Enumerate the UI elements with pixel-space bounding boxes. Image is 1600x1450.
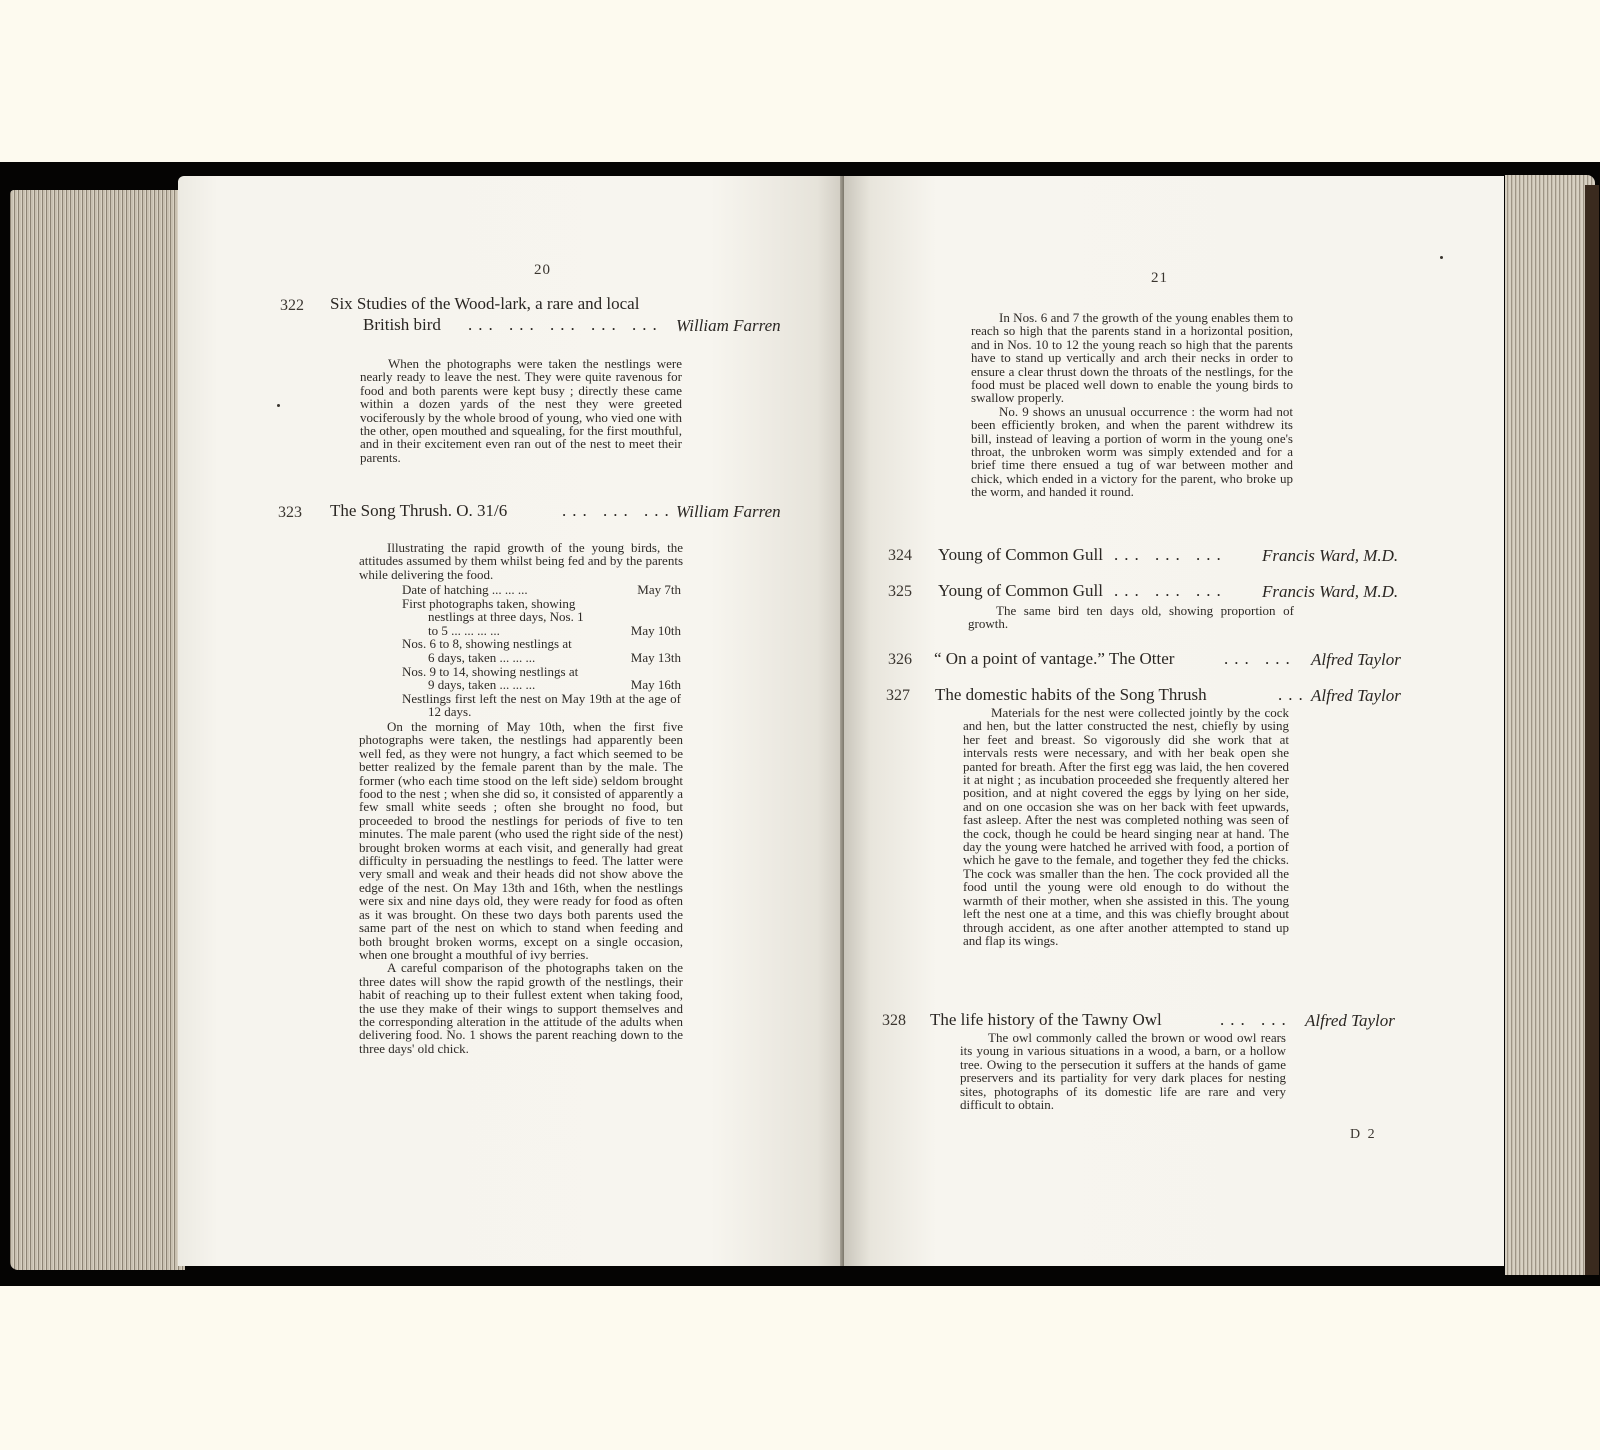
entry-title: The Song Thrush. O. 31/6 xyxy=(330,501,508,520)
paragraph: Illustrating the rapid growth of the young birds, the attitudes assumed by them whilst being fed and by the parents while delivering the food. xyxy=(359,540,683,582)
paragraph: A careful comparison of the photographs taken on the three dates will show the rapid growth of the nestlings, their habit of reaching up to their fullest extent when taking food, the use they make of their wings to support themselves and the corresponding alteration in the attitude of the adults when delivering food. No. 1 shows the parent reaching down to the three days' old chick. xyxy=(359,960,683,1056)
entry-number: 325 xyxy=(888,583,912,600)
schedule-row: Date of hatching ... ... ... May 7th xyxy=(402,582,681,597)
continued-description xyxy=(971,311,1293,499)
entry-title-continued: British bird xyxy=(363,315,441,334)
schedule-row: to 5 ... ... ... ... May 10th xyxy=(428,622,681,638)
entry-title: The life history of the Tawny Owl xyxy=(930,1010,1162,1029)
leader-dots: ... ... ... xyxy=(562,501,675,520)
entry-number: 327 xyxy=(886,687,910,704)
schedule-row: 9 days, taken ... ... ... May 16th xyxy=(428,677,681,693)
entry-author: William Farren xyxy=(676,502,781,521)
leader-dots: ... ... ... xyxy=(1114,545,1227,564)
entry-description xyxy=(963,706,1289,947)
paragraph: In Nos. 6 and 7 the growth of the young enables them to reach so high that the parents stand in a horizontal position, and in Nos. 10 to 12 the young reach so high that the parents have to stand up vertically and arch their necks in order to ensure a clear thrust down the throats of the nestlings, for the food must be placed well down to enable the young birds to swallow properly. xyxy=(971,310,1293,406)
entry-title: Six Studies of the Wood-lark, a rare and local xyxy=(330,294,640,313)
schedule-row: Nos. 9 to 14, showing nestlings at xyxy=(402,663,579,679)
entry-number: 324 xyxy=(888,547,912,564)
paragraph: The owl commonly called the brown or wood owl rears its young in various situations in a wood, a barn, or a hollow tree. Owing to the persecution it suffers at the hands of game preservers and its partiality for very dark places for nesting sites, photographs of its domestic life are rare and very difficult to obtain. xyxy=(960,1030,1286,1113)
entry-author: Alfred Taylor xyxy=(1311,686,1401,705)
signature-mark: D 2 xyxy=(1350,1127,1377,1142)
entry-description xyxy=(960,1031,1286,1111)
entry-author: Francis Ward, M.D. xyxy=(1262,546,1399,565)
entry-description xyxy=(360,357,682,464)
entry-title: Young of Common Gull xyxy=(938,581,1103,600)
entry-number: 326 xyxy=(888,651,912,668)
entry-number: 322 xyxy=(280,297,304,314)
paragraph: Materials for the nest were collected jointly by the cock and hen, but the latter constructed the nest, chiefly by using her feet and breast. So vigorously did she work that at intervals rests were necessary, and with her beak open she panted for breath. After the first egg was laid, the hen covered it at night ; as incubation proceeded she frequently altered her position, and at night covered the eggs by lying on her side, and on one occasion she was on her back with feet upwards, fast asleep. After the nest was completed nothing was seen of the cock, though he could be heard singing near at hand. The day the young were hatched he arrived with food, a portion of which he gave to the female, and together they fed the chicks. The cock was smaller than the hen. The cock provided all the food until the young were old enough to do without the warmth of their mother, when she assisted in this. The young left the nest one at a time, and this was chiefly brought about through accident, as one after another attempted to stand up and flap its wings. xyxy=(963,705,1289,948)
entry-title: Young of Common Gull xyxy=(938,545,1103,564)
entry-number: 323 xyxy=(278,504,302,521)
entry-author: William Farren xyxy=(676,316,781,335)
ink-speck xyxy=(277,404,280,407)
schedule-row: nestlings at three days, Nos. 1 xyxy=(428,609,584,625)
leader-dots: ... ... ... xyxy=(1114,581,1227,600)
leader-dots: ... ... ... ... ... xyxy=(468,315,663,334)
schedule-row: Nos. 6 to 8, showing nestlings at xyxy=(402,636,572,652)
leader-dots: ... xyxy=(1278,685,1309,704)
page-number: 20 xyxy=(534,262,551,278)
leader-dots: ... ... xyxy=(1224,649,1296,668)
entry-author: Alfred Taylor xyxy=(1311,650,1401,669)
entry-description xyxy=(968,604,1294,631)
entry-number: 328 xyxy=(882,1012,906,1029)
book-cover-edge xyxy=(1585,185,1599,1275)
entry-title: “ On a point of vantage.” The Otter xyxy=(934,649,1175,668)
paragraph: On the morning of May 10th, when the first five photographs were taken, the nestlings had apparently been well fed, as they were not hungry, a fact which seemed to be better realized by the female parent than by the male. The former (who each time stood on the left side) seldom brought food to the nest ; when she did so, it consisted of apparently a few small white seeds ; often she brought no food, but proceeded to brood the nestlings for periods of five to ten minutes. The male parent (who used the right side of the nest) brought broken worms at each visit, and generally had great difficulty in persuading the nestlings to feed. The latter were very small and weak and their heads did not show above the edge of the nest. On May 13th and 16th, when the nestlings were six and nine days old, they were ready for food as often as it was brought. On these two days both parents used the same part of the nest on which to stand when feeding and both brought broken worms, except on a single occasion, when one brought a mouthful of ivy berries. xyxy=(359,719,683,962)
left-page xyxy=(178,176,844,1266)
entry-description xyxy=(359,720,683,1055)
date-schedule xyxy=(402,583,681,692)
paragraph: The same bird ten days old, showing proportion of growth. xyxy=(968,603,1294,632)
schedule-row: 6 days, taken ... ... ... May 13th xyxy=(428,649,681,665)
entry-title: The domestic habits of the Song Thrush xyxy=(935,685,1207,704)
schedule-row: First photographs taken, showing xyxy=(402,595,576,611)
right-page xyxy=(844,176,1504,1266)
paragraph: No. 9 shows an unusual occurrence : the worm had not been efficiently broken, and when the parent withdrew its bill, instead of leaving a portion of worm in the young one's throat, the unbroken worm was simply extended and for a brief time there ensued a tug of war between mother and chick, which ended in a victory for the parent, who broke up the worm, and handed it round. xyxy=(971,403,1293,500)
ink-speck xyxy=(1440,256,1443,259)
paragraph: Nestlings first left the nest on May 19th at the age of 12 days. xyxy=(402,691,681,720)
page-number: 21 xyxy=(1151,270,1168,286)
schedule-note xyxy=(402,692,681,719)
left-page-edges xyxy=(10,190,185,1270)
entry-author: Francis Ward, M.D. xyxy=(1262,582,1399,601)
right-page-edges xyxy=(1505,175,1595,1275)
entry-author: Alfred Taylor xyxy=(1305,1011,1395,1030)
entry-intro xyxy=(359,541,683,581)
leader-dots: ... ... xyxy=(1220,1010,1292,1029)
paragraph: When the photographs were taken the nestlings were nearly ready to leave the nest. They were quite ravenous for food and both parents were kept busy ; directly these came within a dozen yards of the nest they were greeted vociferously by the whole brood of young, who vied one with the other, open mouthed and squealing, for the first mouthful, and in their excitement even ran out of the nest to meet their parents. xyxy=(360,356,682,465)
